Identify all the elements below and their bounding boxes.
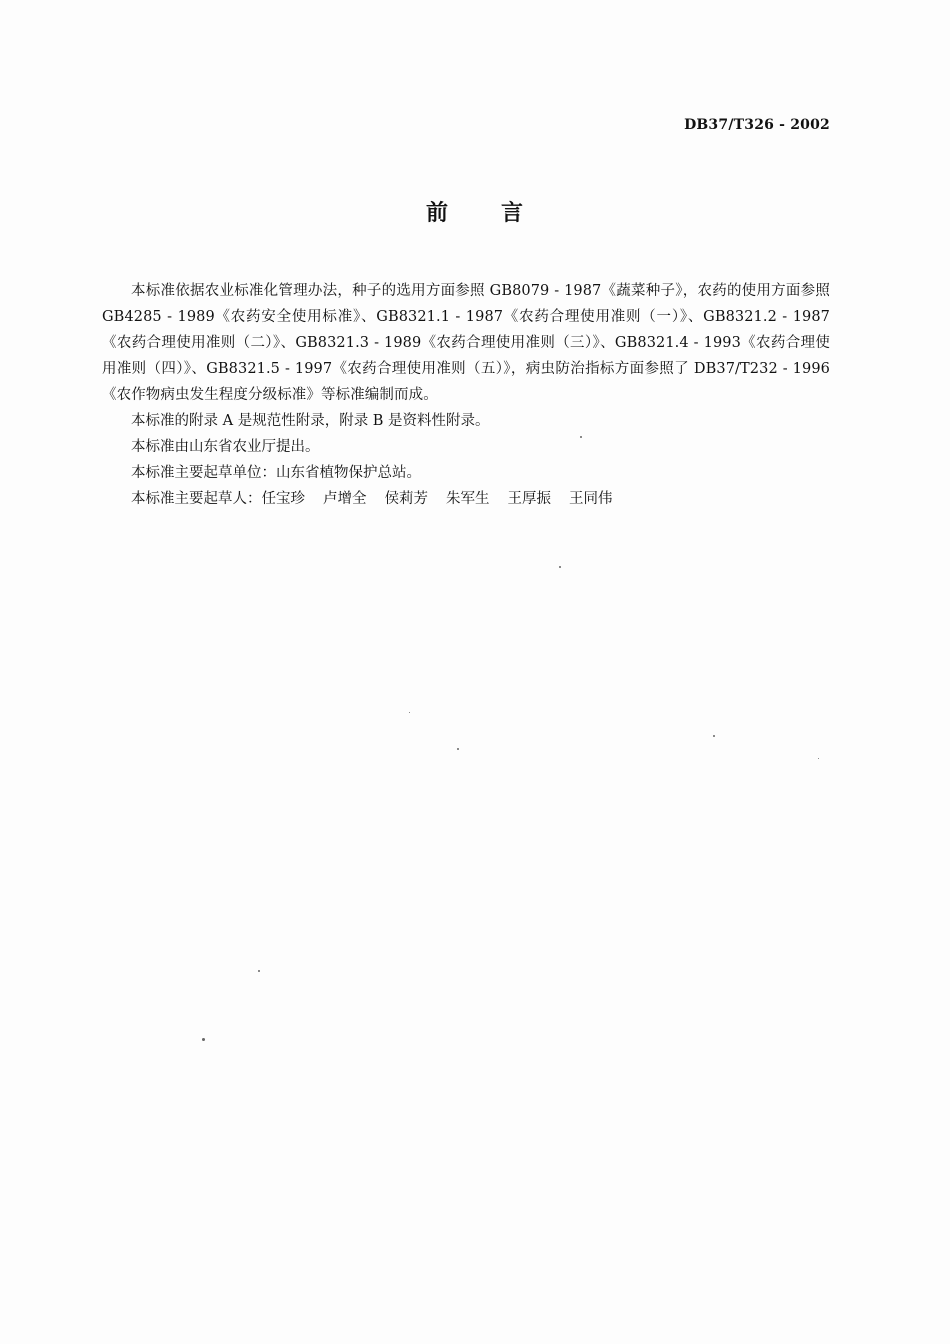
drafter-name: 任宝珍 [261, 491, 305, 507]
scan-speck [713, 735, 715, 737]
drafters-label: 本标准主要起草人： [131, 491, 262, 507]
foreword-paragraph-drafting-unit: 本标准主要起草单位：山东省植物保护总站。 [131, 465, 421, 481]
foreword-paragraph-drafters [102, 486, 830, 512]
scan-speck [258, 970, 260, 972]
section-title [0, 196, 950, 227]
scan-speck [409, 712, 410, 713]
foreword-body [102, 278, 830, 512]
drafter-name: 王同伟 [569, 491, 613, 507]
drafter-name: 侯莉芳 [384, 491, 428, 507]
drafter-name: 王厚振 [507, 491, 551, 507]
drafter-name: 卢增全 [323, 491, 367, 507]
scan-speck [559, 566, 561, 568]
document-code: DB37/T326 - 2002 [684, 117, 830, 133]
section-title-char-2: 言 [501, 200, 525, 226]
scan-speck [818, 758, 819, 759]
drafter-name: 朱军生 [446, 491, 490, 507]
scan-speck [580, 436, 582, 438]
foreword-paragraph-appendix: 本标准的附录 A 是规范性附录，附录 B 是资料性附录。 [131, 413, 490, 429]
section-title-char-1: 前 [425, 200, 449, 226]
scan-speck [457, 748, 459, 750]
foreword-paragraph-main: 本标准依据农业标准化管理办法，种子的选用方面参照 GB8079 - 1987《蔬菜种子》，农药的使用方面参照 GB4285 - 1989《农药安全使用标准》、GB8321.1 - 1987《农药合理使用准则（一）》、GB8321.2 - 1987《农药合理使用准则（二）》、GB8321.3 - 1989《农药合理使用准则（三）》、GB8321.4 - 1993《农药合理使用准则（四）》、GB8321.5 - 1997《农药合理使用准则（五）》，病虫防治指标方面参照了 DB37/T232 - 1996《农作物病虫发生程度分级标准》等标准编制而成。 [102, 283, 830, 403]
foreword-paragraph-proposer: 本标准由山东省农业厅提出。 [131, 439, 320, 455]
scan-speck [202, 1038, 205, 1041]
